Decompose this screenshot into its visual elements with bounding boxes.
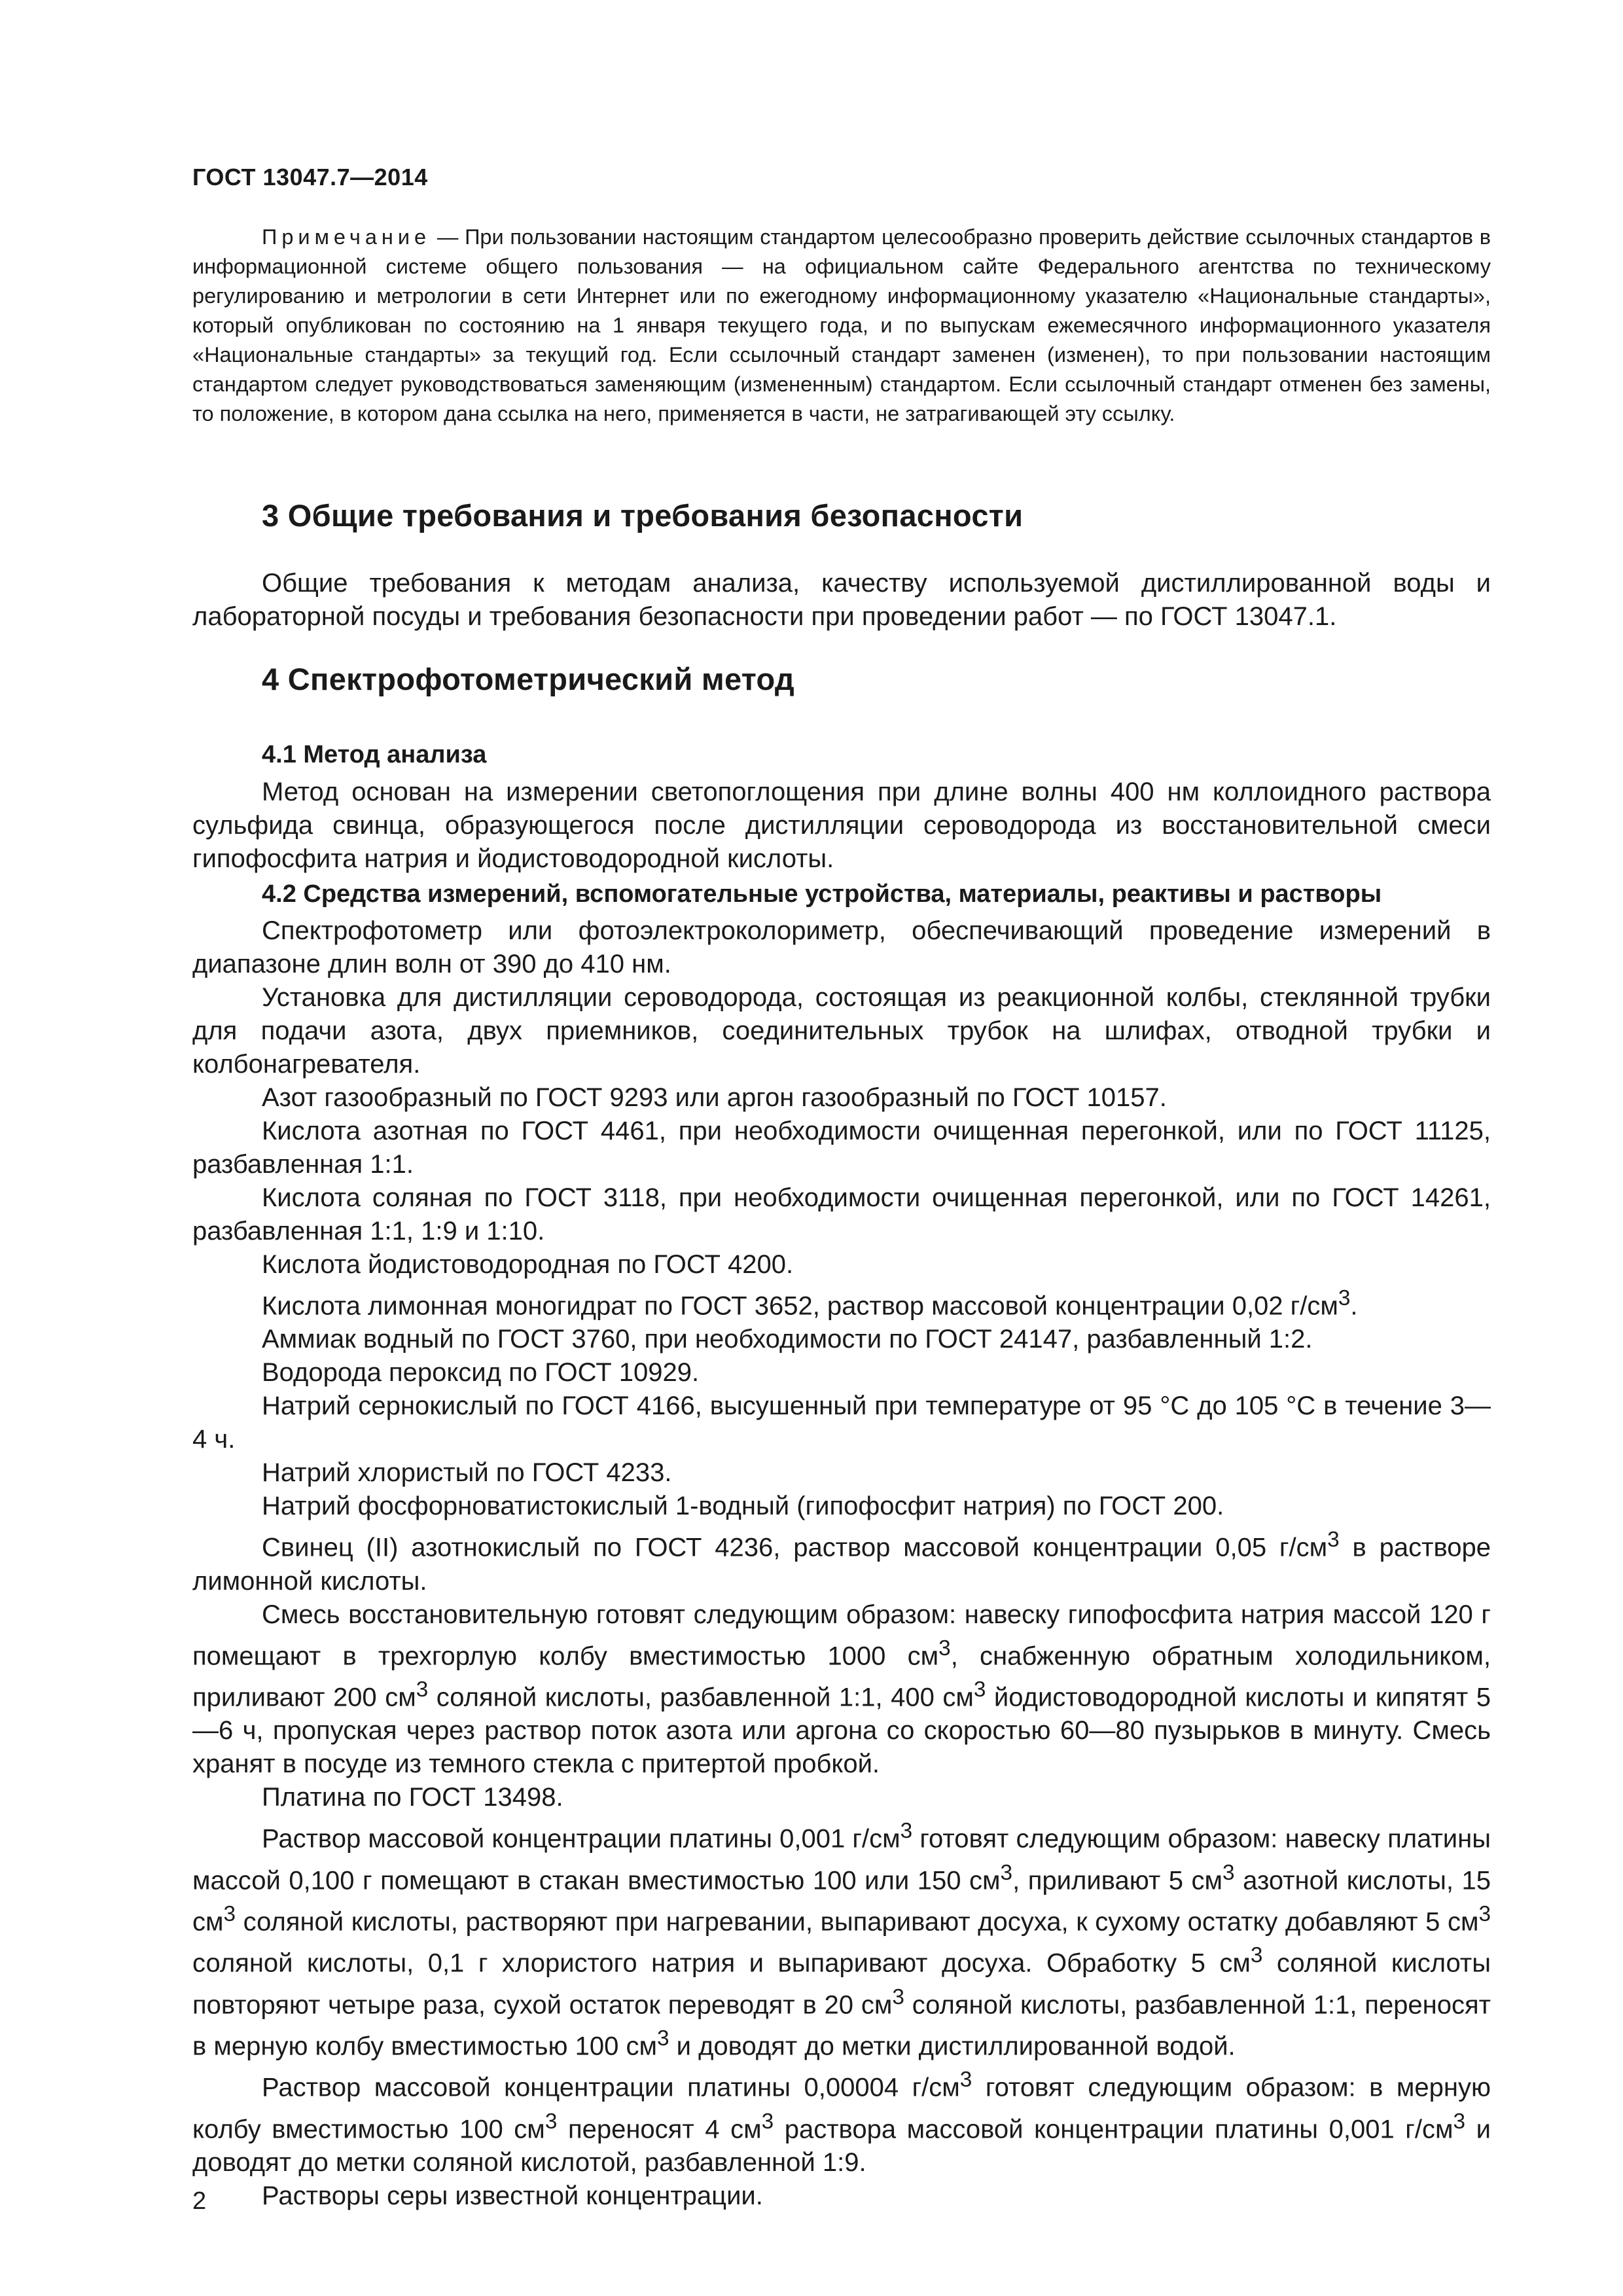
page-number: 2 bbox=[192, 2187, 207, 2215]
item-hydrochloric-acid: Кислота соляная по ГОСТ 3118, при необходимости очищенная перегонкой, или по ГОСТ 14261, разбавленная 1:1, 1:9 и 1:10. bbox=[192, 1183, 1491, 1246]
item-peroxide: Водорода пероксид по ГОСТ 10929. bbox=[262, 1358, 700, 1388]
section-3-body bbox=[192, 567, 1491, 634]
subsection-4-1-title: 4.1 Метод анализа bbox=[262, 741, 487, 768]
item-ammonia: Аммиак водный по ГОСТ 3760, при необходимости по ГОСТ 24147, разбавленный 1:2. bbox=[262, 1325, 1313, 1354]
item-citric-acid: Кислота лимонная моногидрат по ГОСТ 3652, раствор массовой концентрации 0,02 $г/см^3$. bbox=[262, 1286, 1358, 1321]
item-hydroiodic-acid: Кислота йодистоводородная по ГОСТ 4200. bbox=[262, 1250, 794, 1279]
item-sodium-sulfate: Натрий сернокислый по ГОСТ 4166, высушенный при температуре от 95 °С до 105 °С в течение 3—4 ч. bbox=[192, 1391, 1491, 1454]
item-platinum-solution-2: Раствор массовой концентрации платины 0,00004 $г/см^3$ готовят следующим образом: в мерную колбу вместимостью 100 $см^3$ переносят 4 $см^3$ раствора массовой концентрации платины 0,001 $г/см^3$ и доводят до метки соляной кислотой, разбавленной 1:9. bbox=[192, 2068, 1491, 2177]
note-text: — При пользовании настоящим стандартом целесообразно проверить действие ссылочных стандартов в информационной системе общего пользования — на официальном сайте Федерального агентства по техническому регулированию и метрологии в сети Интернет или по ежегодному информационному указателю «Национальные стандарты», который опубликован по состоянию на 1 января текущего года, и по выпускам ежемесячного информационного указателя «Национальные стандарты» за текущий год. Если ссылочный стандарт заменен (изменен), то при пользовании настоящим стандартом следует руководствоваться заменяющим (измененным) стандартом. Если ссылочный стандарт отменен без замены, то положение, в котором дана ссылка на него, применяется в части, не затрагивающей эту ссылку. bbox=[192, 225, 1491, 425]
item-nitric-acid: Кислота азотная по ГОСТ 4461, при необходимости очищенная перегонкой, или по ГОСТ 11125, разбавленная 1:1. bbox=[192, 1117, 1491, 1179]
item-sulfur-solutions: Растворы серы известной концентрации. bbox=[262, 2181, 763, 2210]
item-platinum: Платина по ГОСТ 13498. bbox=[262, 1783, 563, 1812]
item-reducing-mixture: Смесь восстановительную готовят следующим образом: навеску гипофосфита натрия массой 120 г помещают в трехгорлую колбу вместимостью 1000 $см^3$, снабженную обратным холодильником, приливают 200 $см^3$ соляной кислоты, разбавленной 1:1, 400 $см^3$ йодистоводородной кислоты и кипятят 5—6 ч, пропуская через раствор поток азота или аргона со скоростью 60—80 пузырьков в минуту. Смесь хранят в посуде из темного стекла с притертой пробкой. bbox=[192, 1600, 1491, 1779]
item-distillation-setup: Установка для дистилляции сероводорода, состоящая из реакционной колбы, стеклянной трубки для подачи азота, двух приемников, соединительных трубок на шлифах, отводной трубки и колбонагревателя. bbox=[192, 983, 1491, 1079]
note-label: Примечание bbox=[262, 225, 431, 249]
item-sodium-hypophosphite: Натрий фосфорноватистокислый 1-водный (гипофосфит натрия) по ГОСТ 200. bbox=[262, 1492, 1224, 1521]
document-code-header: ГОСТ 13047.7—2014 bbox=[192, 164, 428, 190]
note-paragraph bbox=[192, 223, 1491, 429]
section-4-title: 4 Спектрофотометрический метод bbox=[262, 662, 794, 696]
subsection-4-2-title: 4.2 Средства измерений, вспомогательные устройства, материалы, реактивы и растворы bbox=[262, 880, 1382, 908]
item-nitrogen: Азот газообразный по ГОСТ 9293 или аргон газообразный по ГОСТ 10157. bbox=[262, 1083, 1167, 1112]
section-3-paragraph: Общие требования к методам анализа, качеству используемой дистиллированной воды и лабораторной посуды и требования безопасности при проведении работ — по ГОСТ 13047.1. bbox=[192, 569, 1491, 631]
section-3-title: 3 Общие требования и требования безопасности bbox=[262, 498, 1024, 533]
item-sodium-chloride: Натрий хлористый по ГОСТ 4233. bbox=[262, 1458, 672, 1488]
item-lead-nitrate: Свинец (II) азотнокислый по ГОСТ 4236, раствор массовой концентрации 0,05 $г/см^3$ в растворе лимонной кислоты. bbox=[192, 1528, 1491, 1596]
subsection-4-1-body bbox=[192, 776, 1491, 876]
document-page bbox=[192, 0, 1491, 2296]
item-spectrophotometer: Спектрофотометр или фотоэлектроколориметр, обеспечивающий проведение измерений в диапазоне длин волн от 390 до 410 нм. bbox=[192, 916, 1491, 978]
subsection-4-2-body bbox=[192, 914, 1491, 2213]
subsection-4-1-paragraph: Метод основан на измерении светопоглощения при длине волны 400 нм коллоидного раствора сульфида свинца, образующегося после дистилляции сероводорода из восстановительной смеси гипофосфита натрия и йодистоводородной кислоты. bbox=[192, 778, 1491, 873]
item-platinum-solution-1: Раствор массовой концентрации платины 0,001 $г/см^3$ готовят следующим образом: навеску платины массой 0,100 г помещают в стакан вместимостью 100 или 150 $см^3$, приливают 5 $см^3$ азотной кислоты, 15 $см^3$ соляной кислоты, растворяют при нагревании, выпаривают досуха, к сухому остатку добавляют 5 $см^3$ соляной кислоты, 0,1 г хлористого натрия и выпаривают досуха. Обработку 5 $см^3$ соляной кислоты повторяют четыре раза, сухой остаток переводят в 20 $см^3$ соляной кислоты, разбавленной 1:1, переносят в мерную колбу вместимостью 100 $см^3$ и доводят до метки дистиллированной водой. bbox=[192, 1819, 1491, 2061]
